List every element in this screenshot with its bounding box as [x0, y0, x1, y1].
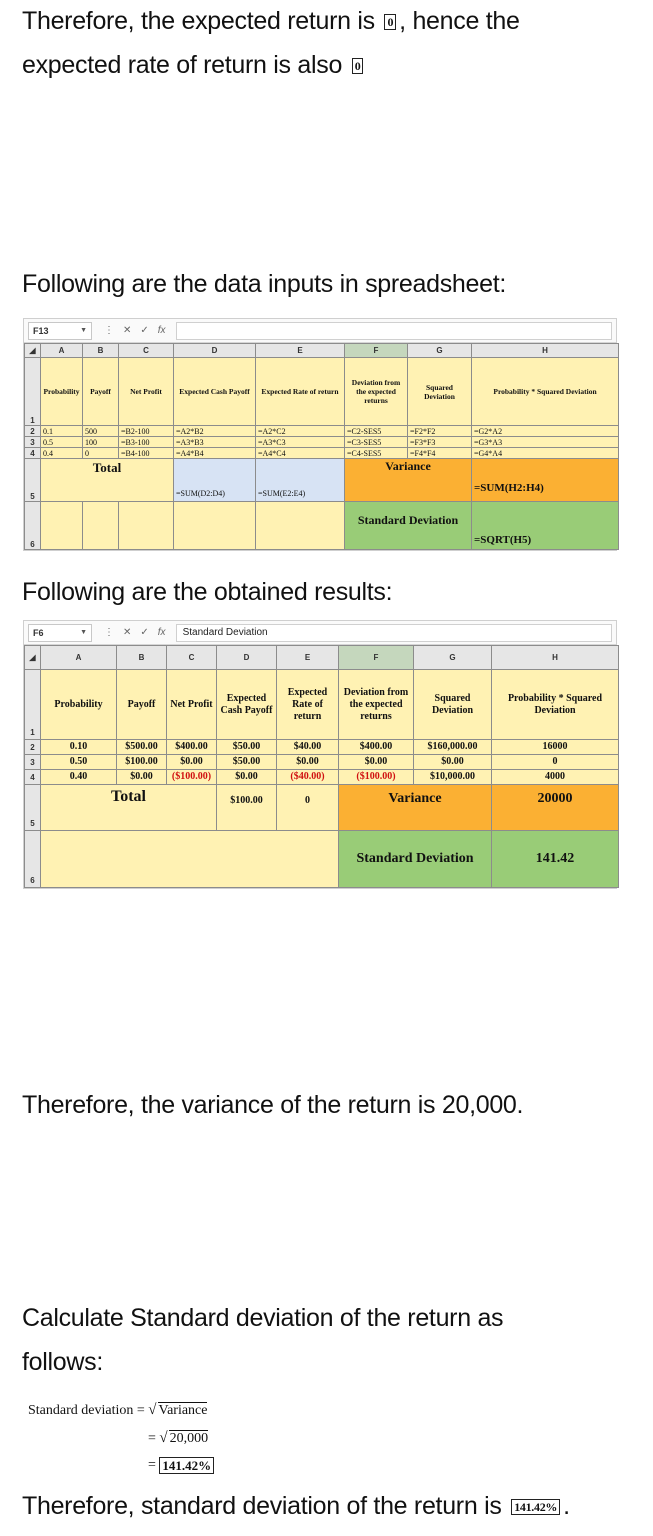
inputs-heading: Following are the data inputs in spreadsheet: — [22, 270, 507, 298]
cell[interactable]: 0.40 — [41, 770, 117, 785]
stddev-label-cell[interactable]: Standard Deviation — [345, 502, 472, 550]
variance-label-cell[interactable]: Variance — [339, 785, 492, 831]
cell[interactable]: Squared Deviation — [408, 358, 472, 426]
cell[interactable]: Squared Deviation — [414, 670, 492, 740]
col-header[interactable]: E — [277, 646, 339, 670]
cell[interactable]: =F4*F4 — [408, 448, 472, 459]
more-icon: ⋮ — [104, 325, 114, 336]
results-grid — [24, 645, 619, 888]
cell[interactable]: =A2*B2 — [174, 426, 256, 437]
row-header[interactable]: 5 — [25, 459, 41, 502]
cell[interactable]: Probability — [41, 358, 83, 426]
cell[interactable] — [174, 502, 256, 550]
table-row — [25, 740, 619, 755]
conclusion-period: . — [563, 1492, 570, 1520]
table-row — [25, 358, 619, 426]
intro-text-suffix: , hence the — [399, 7, 520, 35]
cell[interactable]: 500 — [83, 426, 119, 437]
cell[interactable]: $0.00 — [117, 770, 167, 785]
conclusion-text: Therefore, standard deviation of the return is — [22, 1492, 509, 1520]
cell[interactable]: $0.00 — [277, 755, 339, 770]
chevron-down-icon[interactable]: ▼ — [80, 628, 87, 636]
col-header[interactable]: F — [345, 344, 408, 358]
row-header[interactable]: 4 — [25, 770, 41, 785]
cell[interactable]: Probability * Squared Deviation — [472, 358, 619, 426]
table-row — [25, 502, 619, 550]
radicand-variance: Variance — [158, 1403, 208, 1418]
name-box[interactable]: F6 ▼ — [28, 624, 92, 642]
row-header[interactable]: 4 — [25, 448, 41, 459]
table-row — [25, 459, 619, 502]
select-all-corner[interactable]: ◢ — [25, 344, 41, 358]
cell[interactable]: =A3*C3 — [256, 437, 345, 448]
stddev-formula-cell[interactable]: =SQRT(H5) — [472, 502, 619, 550]
cell[interactable]: $40.00 — [277, 740, 339, 755]
cell[interactable]: 16000 — [492, 740, 619, 755]
cell[interactable] — [256, 502, 345, 550]
conclusion — [22, 1484, 570, 1528]
cell[interactable]: $160,000.00 — [414, 740, 492, 755]
total-label-cell[interactable]: Total — [41, 459, 174, 502]
confirm-icon[interactable]: ✓ — [140, 627, 149, 638]
col-header[interactable]: F — [339, 646, 414, 670]
cell[interactable]: =F2*F2 — [408, 426, 472, 437]
cell[interactable]: Deviation from the expected returns — [339, 670, 414, 740]
col-header[interactable]: B — [83, 344, 119, 358]
cancel-icon[interactable]: ✕ — [123, 627, 132, 638]
intro-text-2: expected rate of return is also — [22, 51, 349, 79]
table-row — [25, 437, 619, 448]
row-header[interactable]: 2 — [25, 740, 41, 755]
cell[interactable]: $100.00 — [217, 785, 277, 831]
cell[interactable] — [41, 831, 339, 888]
column-header-row — [25, 344, 619, 358]
col-header[interactable]: D — [217, 646, 277, 670]
table-row — [25, 448, 619, 459]
intro-line-1 — [22, 0, 520, 43]
cell[interactable]: =C4-SES5 — [345, 448, 408, 459]
total-label-cell[interactable]: Total — [41, 785, 217, 831]
row-header[interactable]: 3 — [25, 437, 41, 448]
intro-paragraph — [22, 0, 520, 87]
results-spreadsheet — [23, 620, 617, 889]
col-header[interactable]: H — [492, 646, 619, 670]
cell[interactable]: =B4-100 — [119, 448, 174, 459]
cell[interactable]: Net Profit — [167, 670, 217, 740]
name-box[interactable]: F13 ▼ — [28, 322, 92, 340]
formula-line-1 — [28, 1402, 207, 1419]
table-row — [25, 755, 619, 770]
table-row — [25, 770, 619, 785]
cell[interactable]: 0.4 — [41, 448, 83, 459]
cell[interactable]: $500.00 — [117, 740, 167, 755]
negative-cell[interactable]: ($40.00) — [277, 770, 339, 785]
cell[interactable]: Probability * Squared Deviation — [492, 670, 619, 740]
col-header[interactable]: C — [167, 646, 217, 670]
col-header[interactable]: C — [119, 344, 174, 358]
expected-return-box: 0 — [384, 14, 396, 30]
row-header[interactable]: 3 — [25, 755, 41, 770]
cell[interactable]: $100.00 — [117, 755, 167, 770]
cell[interactable]: =B3-100 — [119, 437, 174, 448]
cell[interactable]: $400.00 — [167, 740, 217, 755]
col-header[interactable]: G — [408, 344, 472, 358]
col-header[interactable]: A — [41, 646, 117, 670]
col-header[interactable]: D — [174, 344, 256, 358]
cell[interactable]: =A3*B3 — [174, 437, 256, 448]
table-row — [25, 785, 619, 831]
table-row — [25, 831, 619, 888]
row-header[interactable]: 6 — [25, 831, 41, 888]
formula-bar — [24, 621, 616, 645]
equals-sign: = — [148, 1431, 156, 1446]
variance-formula-cell[interactable]: =SUM(H2:H4) — [472, 459, 619, 502]
cell[interactable]: =SUM(E2:E4) — [256, 459, 345, 502]
cell[interactable]: 0.10 — [41, 740, 117, 755]
cell[interactable] — [83, 502, 119, 550]
negative-cell[interactable]: ($100.00) — [339, 770, 414, 785]
col-header[interactable]: H — [472, 344, 619, 358]
col-header[interactable]: E — [256, 344, 345, 358]
more-icon: ⋮ — [104, 627, 114, 638]
intro-line-2 — [22, 43, 520, 87]
conclusion-result-box: 141.42% — [511, 1499, 560, 1515]
cell[interactable]: 0.1 — [41, 426, 83, 437]
row-header[interactable]: 6 — [25, 502, 41, 550]
formula-input[interactable]: Standard Deviation — [176, 624, 612, 642]
cell[interactable] — [41, 502, 83, 550]
formula-line-2 — [148, 1430, 208, 1447]
intro-text: Therefore, the expected return is — [22, 7, 382, 35]
cell[interactable]: =A4*B4 — [174, 448, 256, 459]
cell[interactable]: Payoff — [83, 358, 119, 426]
cell[interactable]: =G3*A3 — [472, 437, 619, 448]
select-all-corner[interactable]: ◢ — [25, 646, 41, 670]
cell[interactable]: Expected Cash Payoff — [217, 670, 277, 740]
chevron-down-icon[interactable]: ▼ — [80, 326, 87, 334]
calc-line-1: Calculate Standard deviation of the return as — [22, 1304, 504, 1332]
cell[interactable]: 0 — [277, 785, 339, 831]
formula-bar — [24, 319, 616, 343]
cancel-icon[interactable]: ✕ — [123, 325, 132, 336]
cell[interactable]: $0.00 — [167, 755, 217, 770]
cell[interactable]: =A4*C4 — [256, 448, 345, 459]
cell[interactable]: =F3*F3 — [408, 437, 472, 448]
cell[interactable]: Payoff — [117, 670, 167, 740]
row-header[interactable]: 1 — [25, 358, 41, 426]
variance-statement: Therefore, the variance of the return is 20,000. — [22, 1091, 524, 1119]
cell[interactable]: =SUM(D2:D4) — [174, 459, 256, 502]
stddev-value-cell[interactable]: 141.42 — [492, 831, 619, 888]
cell[interactable]: Probability — [41, 670, 117, 740]
calc-line-2: follows: — [22, 1348, 103, 1376]
cell[interactable]: Deviation from the expected returns — [345, 358, 408, 426]
formula-input[interactable] — [176, 322, 612, 340]
row-header[interactable]: 5 — [25, 785, 41, 831]
expected-rate-box: 0 — [352, 58, 364, 74]
stddev-result-box: 141.42% — [159, 1457, 214, 1474]
cell[interactable]: 0 — [83, 448, 119, 459]
function-icon[interactable]: fx — [157, 325, 166, 336]
equals-sign: = — [136, 1403, 145, 1418]
cell[interactable]: $400.00 — [339, 740, 414, 755]
cell[interactable]: $0.00 — [217, 770, 277, 785]
cell[interactable]: $10,000.00 — [414, 770, 492, 785]
cell[interactable]: 0.5 — [41, 437, 83, 448]
cell[interactable]: Expected Rate of return — [256, 358, 345, 426]
cell[interactable]: $0.00 — [339, 755, 414, 770]
col-header[interactable]: G — [414, 646, 492, 670]
row-header[interactable]: 1 — [25, 670, 41, 740]
cell[interactable]: $0.00 — [414, 755, 492, 770]
cell[interactable]: =C2-SES5 — [345, 426, 408, 437]
calculation-intro — [22, 1296, 503, 1384]
input-grid — [24, 343, 619, 550]
formula-line-3 — [148, 1457, 214, 1474]
cell[interactable]: =B2-100 — [119, 426, 174, 437]
input-spreadsheet — [23, 318, 617, 551]
negative-cell[interactable]: ($100.00) — [167, 770, 217, 785]
cell[interactable] — [119, 502, 174, 550]
sqrt-icon: √ — [148, 1402, 157, 1418]
cell[interactable]: 0.50 — [41, 755, 117, 770]
table-row — [25, 426, 619, 437]
cell[interactable]: =G2*A2 — [472, 426, 619, 437]
variance-label-cell[interactable]: Variance — [345, 459, 472, 502]
col-header[interactable]: B — [117, 646, 167, 670]
radicand-number: 20,000 — [169, 1431, 209, 1446]
cell[interactable]: 100 — [83, 437, 119, 448]
cell[interactable]: =A2*C2 — [256, 426, 345, 437]
row-header[interactable]: 2 — [25, 426, 41, 437]
confirm-icon[interactable]: ✓ — [140, 325, 149, 336]
col-header[interactable]: A — [41, 344, 83, 358]
cell[interactable]: Net Profit — [119, 358, 174, 426]
equals-sign: = — [148, 1457, 156, 1473]
cell[interactable]: Expected Cash Payoff — [174, 358, 256, 426]
cell[interactable]: 4000 — [492, 770, 619, 785]
function-icon[interactable]: fx — [157, 627, 166, 638]
cell[interactable]: 0 — [492, 755, 619, 770]
cell[interactable]: $50.00 — [217, 755, 277, 770]
cell[interactable]: =G4*A4 — [472, 448, 619, 459]
table-row — [25, 670, 619, 740]
sqrt-icon: √ — [159, 1430, 168, 1446]
results-heading: Following are the obtained results: — [22, 578, 393, 606]
formula-lhs: Standard deviation — [28, 1403, 134, 1418]
stddev-label-cell[interactable]: Standard Deviation — [339, 831, 492, 888]
cell[interactable]: =C3-SES5 — [345, 437, 408, 448]
variance-value-cell[interactable]: 20000 — [492, 785, 619, 831]
column-header-row — [25, 646, 619, 670]
cell[interactable]: Expected Rate of return — [277, 670, 339, 740]
cell[interactable]: $50.00 — [217, 740, 277, 755]
